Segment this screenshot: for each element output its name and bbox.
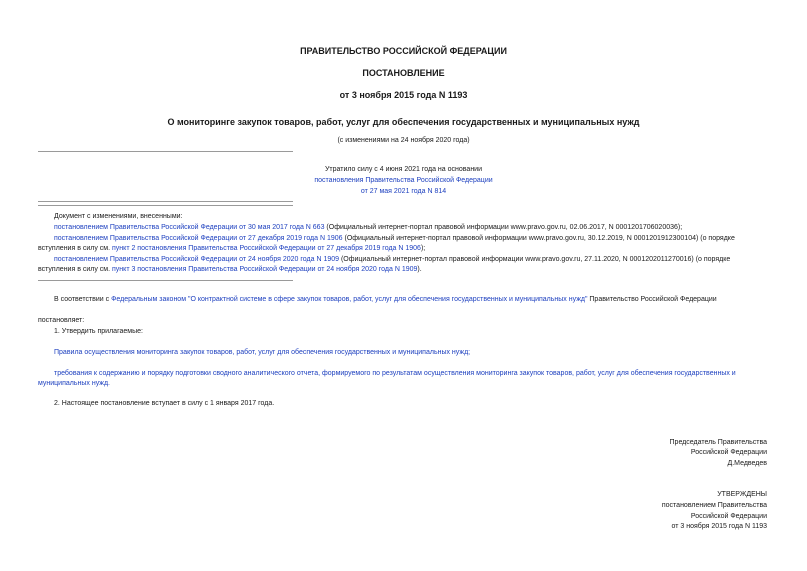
change-item-2-cont (38, 243, 425, 254)
signature-position: Председатель Правительства (669, 439, 767, 446)
requirements-link-line1[interactable]: требования к содержанию и порядку подготовки сводного аналитического отчета, формируемого по результатам осуществления мониторинга закупок товаров, работ, услуг для обеспечения государственных и (54, 370, 736, 377)
expired-link-line2[interactable]: от 27 мая 2021 года N 814 (360, 188, 447, 195)
approved-heading: УТВЕРЖДЕНЫ (717, 491, 767, 498)
federal-law-link[interactable]: Федеральным законом "О контрактной системе в сфере закупок товаров, работ, услуг для обеспечения государственных и муниципальных нужд" (111, 296, 588, 303)
approved-country: Российской Федерации (690, 513, 767, 520)
document-title: О мониторинге закупок товаров, работ, услуг для обеспечения государственных и муниципальных нужд (167, 117, 640, 127)
change-item-1 (54, 222, 682, 233)
changes-intro: Документ с изменениями, внесенными: (54, 213, 183, 220)
change-text-3-cont: вступления в силу см. (38, 266, 113, 273)
expired-note: Утратило силу с 4 июня 2021 года на основании (324, 166, 483, 173)
signature-name: Д.Медведев (727, 460, 767, 467)
government-heading: ПРАВИТЕЛЬСТВО РОССИЙСКОЙ ФЕДЕРАЦИИ (300, 46, 507, 56)
change-link-1[interactable]: постановлением Правительства Российской Федерации от 30 мая 2017 года N 663 (54, 224, 325, 231)
change-text-2-end: ); (420, 245, 426, 252)
preamble (54, 294, 717, 305)
approved-by: постановлением Правительства (661, 502, 767, 509)
date-number-heading: от 3 ноября 2015 года N 1193 (339, 90, 468, 100)
amended-note: (с изменениями на 24 ноября 2020 года) (337, 137, 470, 144)
requirements-link-line2[interactable]: муниципальных нужд. (38, 380, 110, 387)
change-link-3b[interactable]: пункт 3 постановления Правительства Российской Федерации от 24 ноября 2020 года N 1909 (112, 266, 418, 273)
change-text-2: (Официальный интернет-портал правовой информации www.pravo.gov.ru, 30.12.2019, N 0001201912300104) (о порядке (342, 235, 735, 242)
divider (38, 205, 293, 206)
change-item-3-cont (38, 264, 422, 275)
change-link-2b[interactable]: пункт 2 постановления Правительства Российской Федерации от 27 декабря 2019 года N 1906 (112, 245, 421, 252)
clause-1: 1. Утвердить прилагаемые: (54, 328, 143, 335)
preamble-end: Правительство Российской Федерации (587, 296, 717, 303)
change-text-1: (Официальный интернет-портал правовой информации www.pravo.gov.ru, 02.06.2017, N 0001201706020036); (324, 224, 683, 231)
clause-2: 2. Настоящее постановление вступает в силу с 1 января 2017 года. (54, 400, 275, 407)
rules-link[interactable]: Правила осуществления мониторинга закупок товаров, работ, услуг для обеспечения государственных и муниципальных нужд; (54, 349, 471, 356)
change-text-3-end: ). (417, 266, 422, 273)
expired-link-line1[interactable]: постановления Правительства Российской Федерации (314, 177, 493, 184)
approved-date: от 3 ноября 2015 года N 1193 (671, 523, 767, 530)
signature-country: Российской Федерации (690, 449, 767, 456)
doc-type-heading: ПОСТАНОВЛЕНИЕ (362, 68, 445, 78)
divider (38, 201, 293, 202)
divider (38, 151, 293, 152)
change-link-2[interactable]: постановлением Правительства Российской Федерации от 27 декабря 2019 года N 1906 (54, 235, 343, 242)
decides-word: постановляет: (38, 317, 85, 324)
divider (38, 280, 293, 281)
change-link-3[interactable]: постановлением Правительства Российской Федерации от 24 ноября 2020 года N 1909 (54, 256, 340, 263)
preamble-start: В соответствии с (54, 296, 112, 303)
change-text-2-cont: вступления в силу см. (38, 245, 113, 252)
change-text-3: (Официальный интернет-портал правовой информации www.pravo.gov.ru, 27.11.2020, N 0001202011270016) (о порядке (339, 256, 731, 263)
